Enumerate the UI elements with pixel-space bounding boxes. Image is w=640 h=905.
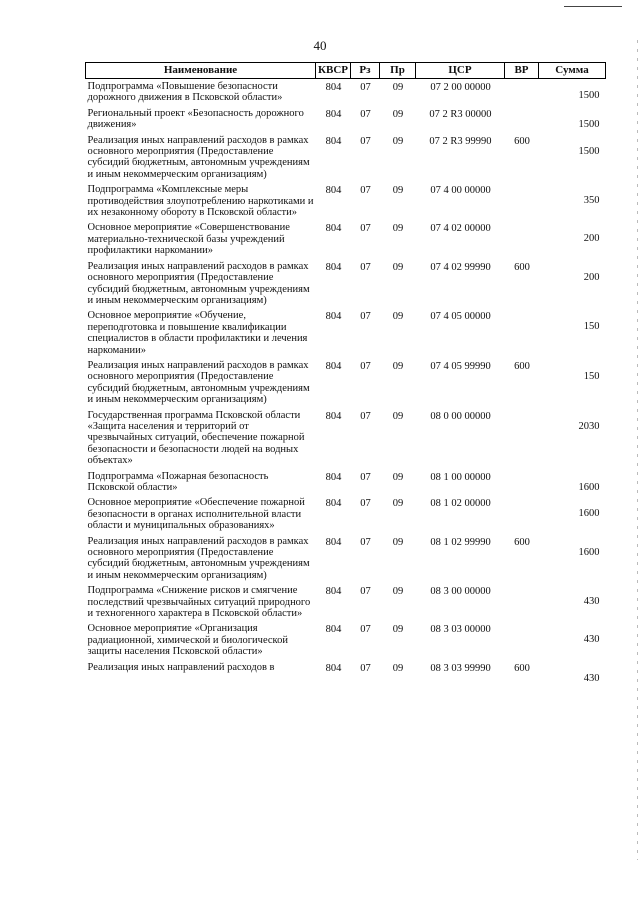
cell-sum: 430	[583, 634, 600, 646]
table-row	[86, 534, 606, 584]
table-row	[86, 79, 606, 106]
cell-kvsr: 804	[316, 79, 351, 106]
cell-vr: 600	[514, 135, 530, 147]
cell-pr: 09	[392, 410, 404, 422]
cell-csr: 08 3 03 00000	[430, 624, 491, 636]
cell-rz: 07	[360, 410, 371, 422]
cell-vr	[505, 621, 539, 659]
cell-csr: 08 3 03 99990	[430, 662, 491, 674]
cell-sum: 1600	[578, 546, 600, 558]
cell-kvsr: 804	[325, 586, 342, 598]
table-row	[86, 408, 606, 469]
cell-vr	[505, 182, 539, 220]
cell-csr: 07 4 02 00000	[430, 223, 491, 235]
scan-mark	[564, 6, 622, 7]
cell-vr: 600	[514, 662, 530, 674]
cell-name: Подпрограмма «Снижение рисков и смягчение последствий чрезвычайных ситуаций природного и техногенного характера в Псковской области»	[87, 585, 311, 620]
cell-csr: 08 1 02 00000	[430, 498, 491, 510]
cell-rz: 07	[360, 586, 371, 598]
page-number: 40	[313, 38, 327, 53]
cell-name: Региональный проект «Безопасность дорожного движения»	[87, 107, 304, 131]
table-row	[86, 308, 606, 358]
cell-sum: 1600	[578, 508, 600, 520]
cell-sum: 150	[583, 370, 600, 382]
table-row	[86, 469, 606, 496]
header-csr: ЦСР	[416, 63, 505, 79]
cell-rz: 07	[360, 261, 371, 273]
header-name: Наименование	[86, 63, 316, 79]
header-sum: Сумма	[539, 63, 606, 79]
cell-pr: 09	[392, 586, 404, 598]
cell-kvsr: 804	[325, 624, 342, 636]
cell-kvsr: 804	[325, 135, 342, 147]
table-row	[86, 220, 606, 258]
budget-table	[85, 62, 606, 686]
cell-pr: 09	[392, 311, 404, 323]
cell-kvsr: 804	[325, 223, 342, 235]
cell-csr: 08 1 00 00000	[430, 471, 491, 483]
cell-name: Реализация иных направлений расходов в рамках основного мероприятия (Предоставление субсидий бюджетным, автономным учреждениям и иным некоммерческим организациям)	[87, 260, 310, 306]
cell-kvsr: 804	[325, 360, 342, 372]
cell-kvsr: 804	[325, 311, 342, 323]
cell-kvsr: 804	[325, 185, 342, 197]
cell-rz: 07	[360, 662, 371, 674]
cell-name: Государственная программа Псковской области «Защита населения и территорий от чрезвычайных ситуаций, обеспечение пожарной безопасности и безопасности людей на водных объектах»	[87, 409, 305, 467]
cell-sum: 2030	[578, 420, 600, 432]
cell-pr: 09	[392, 185, 404, 197]
cell-csr: 07 2 00 00000	[416, 79, 505, 106]
cell-vr	[505, 106, 539, 133]
table-row	[86, 495, 606, 533]
cell-sum: 1500	[578, 118, 600, 130]
cell-name: Подпрограмма «Комплексные меры противодействия злоупотреблению наркотиками и их незаконному обороту в Псковской области»	[87, 184, 314, 219]
cell-kvsr: 804	[325, 498, 342, 510]
cell-rz: 07	[360, 471, 371, 483]
cell-name: Основное мероприятие «Обеспечение пожарной безопасности в органах исполнительной власти области и муниципальных образованиях»	[87, 497, 305, 532]
cell-sum: 350	[583, 195, 600, 207]
cell-rz: 07	[360, 185, 371, 197]
cell-pr: 09	[392, 471, 404, 483]
cell-csr: 08 0 00 00000	[430, 410, 491, 422]
cell-name: Реализация иных направлений расходов в рамках основного мероприятия (Предоставление субсидий бюджетным, автономным учреждениям и иным некоммерческим организациям)	[87, 134, 310, 180]
cell-rz: 07	[360, 536, 371, 548]
cell-vr	[505, 408, 539, 469]
cell-vr	[505, 79, 539, 106]
table-row	[86, 621, 606, 659]
table-row	[86, 259, 606, 309]
cell-name: Основное мероприятие «Обучение, переподготовка и повышение квалификации специалистов в области профилактики и лечения наркомании»	[87, 310, 308, 356]
cell-rz: 07	[360, 360, 371, 372]
cell-pr: 09	[392, 662, 404, 674]
table-row	[86, 182, 606, 220]
cell-pr: 09	[392, 223, 404, 235]
cell-vr	[505, 308, 539, 358]
cell-sum: 1600	[578, 481, 600, 493]
cell-vr	[505, 220, 539, 258]
cell-csr: 07 2 R3 99990	[429, 135, 492, 147]
cell-name: Реализация иных направлений расходов в рамках основного мероприятия (Предоставление субсидий бюджетным, автономным учреждениям и иным некоммерческим организациям)	[87, 535, 310, 581]
cell-rz: 07	[360, 108, 371, 120]
scan-edge	[637, 40, 638, 860]
cell-csr: 07 2 R3 00000	[429, 108, 492, 120]
cell-rz: 07	[360, 624, 371, 636]
table-row	[86, 358, 606, 408]
table-body	[86, 79, 606, 687]
cell-name: Подпрограмма «Пожарная безопасность Псковской области»	[87, 470, 269, 493]
cell-sum: 430	[583, 596, 600, 608]
cell-pr: 09	[392, 261, 404, 273]
cell-rz: 07	[360, 498, 371, 510]
cell-pr: 09	[392, 108, 404, 120]
cell-rz: 07	[351, 79, 380, 106]
cell-rz: 07	[360, 135, 371, 147]
cell-pr: 09	[380, 79, 416, 106]
table-row	[86, 106, 606, 133]
cell-rz: 07	[360, 311, 371, 323]
cell-csr: 08 1 02 99990	[430, 536, 491, 548]
cell-name: Подпрограмма «Повышение безопасности дорожного движения в Псковской области»	[86, 79, 316, 106]
header-vr: ВР	[505, 63, 539, 79]
cell-name: Основное мероприятие «Организация радиационной, химической и биологической защиты населения Псковской области»	[87, 623, 288, 658]
header-rz: Рз	[351, 63, 380, 79]
cell-vr	[505, 583, 539, 621]
cell-sum: 150	[583, 321, 600, 333]
cell-csr: 07 4 05 00000	[430, 311, 491, 323]
cell-kvsr: 804	[325, 536, 342, 548]
cell-vr: 600	[514, 360, 530, 372]
table-row	[86, 133, 606, 183]
cell-pr: 09	[392, 498, 404, 510]
cell-csr: 07 4 02 99990	[430, 261, 491, 273]
cell-kvsr: 804	[325, 108, 342, 120]
cell-vr	[505, 495, 539, 533]
cell-name: Реализация иных направлений расходов в рамках основного мероприятия (Предоставление субсидий бюджетным, автономным учреждениям и иным некоммерческим организациям)	[87, 359, 310, 406]
cell-vr	[505, 469, 539, 496]
cell-sum: 200	[583, 233, 600, 245]
header-kvsr: КВСР	[316, 63, 351, 79]
cell-sum: 200	[583, 271, 600, 283]
table-header-row	[86, 63, 606, 79]
cell-name: Основное мероприятие «Совершенствование материально-технической базы учреждений профилактики наркомании»	[87, 222, 290, 257]
cell-vr: 600	[514, 261, 530, 273]
cell-vr: 600	[514, 536, 530, 548]
cell-name: Реализация иных направлений расходов в	[87, 661, 275, 673]
cell-pr: 09	[392, 135, 404, 147]
header-pr: Пр	[380, 63, 416, 79]
cell-csr: 08 3 00 00000	[430, 586, 491, 598]
cell-sum: 1500	[539, 79, 606, 106]
cell-kvsr: 804	[325, 410, 342, 422]
cell-sum: 1500	[578, 145, 600, 157]
cell-pr: 09	[392, 624, 404, 636]
table-row	[86, 660, 606, 686]
cell-pr: 09	[392, 536, 404, 548]
cell-pr: 09	[392, 360, 404, 372]
cell-kvsr: 804	[325, 662, 342, 674]
cell-kvsr: 804	[325, 471, 342, 483]
cell-csr: 07 4 00 00000	[430, 185, 491, 197]
cell-kvsr: 804	[325, 261, 342, 273]
cell-sum: 430	[583, 672, 600, 684]
cell-csr: 07 4 05 99990	[430, 360, 491, 372]
table-row	[86, 583, 606, 621]
cell-rz: 07	[360, 223, 371, 235]
